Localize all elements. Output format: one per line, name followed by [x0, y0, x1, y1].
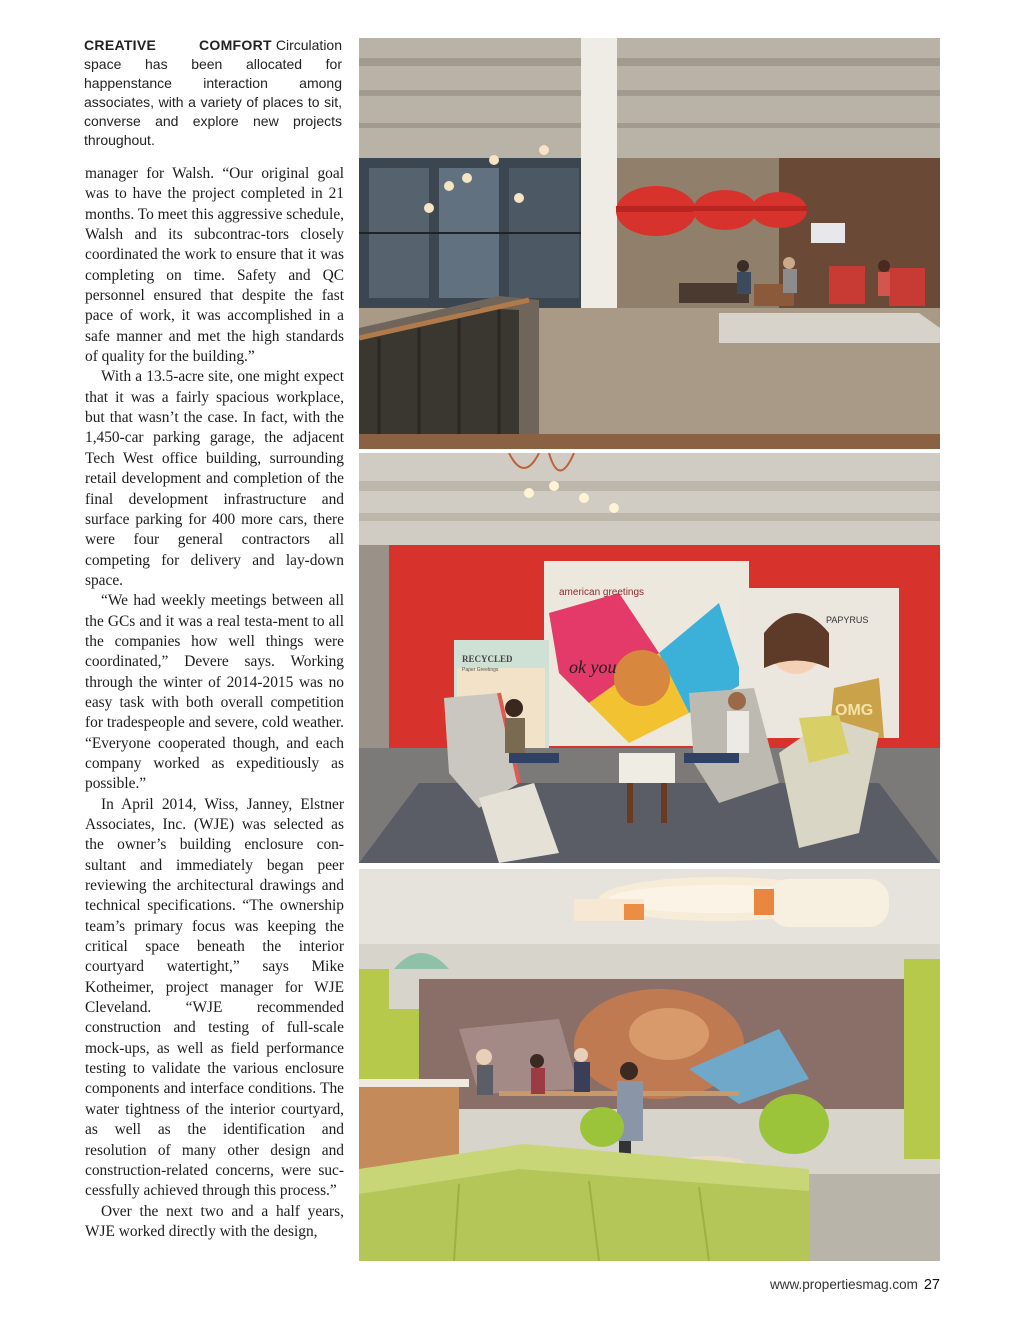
photo-brand-wall: [359, 453, 940, 863]
article-paragraph: “We had weekly meetings between all the GCs and it was a real testa-ment to all the companies how well things were coordinated,” Devere says. Working through the winter of 2014-2015 was no easy task with both overall competition for tradespeople and severe, cold weather. “Everyone cooperated though, and each company worked as expeditiously as possible.”: [85, 592, 344, 793]
page-number: 27: [923, 1277, 940, 1293]
sign-recycled: RECYCLED: [462, 654, 513, 664]
article-paragraph: In April 2014, Wiss, Janney, Elstner Associates, Inc. (WJE) was selected as the owner’s building enclosure con-sultant and immediately began peer reviewing the architectural drawings and technical specifications. “The ownership team’s primary focus was keeping the critical space beneath the interior courtyard watertight,” says Mike Kotheimer, project manager for WJE Cleveland. “WJE recommended construction and testing of full-scale mock-ups, as well as field performance testing to validate the various enclosure components and interface conditions. The water tightness of the interior courtyard, as well as the identification and resolution of many other design and construction-related concerns, were suc-cessfully achieved through this process.”: [85, 795, 344, 1200]
photo-atrium-lounge: [359, 38, 940, 449]
atrium-lounge-image: [359, 38, 940, 449]
cafe-image: [359, 869, 940, 1261]
sign-omg: OMG: [835, 702, 874, 719]
caption-text: Circulation space has been allocated for happenstance interaction among associates, with a variety of places to sit, converse and explore new projects throughout.: [84, 37, 342, 148]
article-body: [85, 164, 344, 1242]
footer-url: www.propertiesmag.com: [770, 1277, 918, 1292]
photo-caption: [84, 36, 342, 150]
sign-script: ok you: [569, 657, 617, 677]
sign-recycled-sub: Paper Greetings: [462, 667, 499, 673]
article-paragraph: With a 13.5-acre site, one might expect that it was a fairly spacious workplace, but that wasn’t the case. In fact, with the 1,450-car parking garage, the adjacent Tech West office building, surrounding retail development and completion of the final development infrastructure and surface parking for 400 more cars, there were four general contractors all competing for delivery and lay-down space.: [85, 368, 344, 589]
article-paragraph: Over the next two and a half years, WJE worked directly with the design,: [85, 1202, 344, 1240]
caption-kicker: CREATIVE COMFORT: [84, 37, 272, 53]
article-paragraph: manager for Walsh. “Our original goal was to have the project completed in 21 months. To meet this aggressive schedule, Walsh and its subcontrac-tors closely coordinated the work to ensure that it was completing on time. Safety and QC personnel ensured that despite the fast pace of work, it was accomplished in a safe manner and met the high standards of quality for the building.”: [85, 165, 344, 366]
sign-papyrus: PAPYRUS: [826, 615, 869, 625]
page-footer: [770, 1277, 940, 1293]
brand-wall-image: [359, 453, 940, 863]
photo-cafe: [359, 869, 940, 1261]
sign-american-greetings: american greetings: [559, 587, 645, 598]
